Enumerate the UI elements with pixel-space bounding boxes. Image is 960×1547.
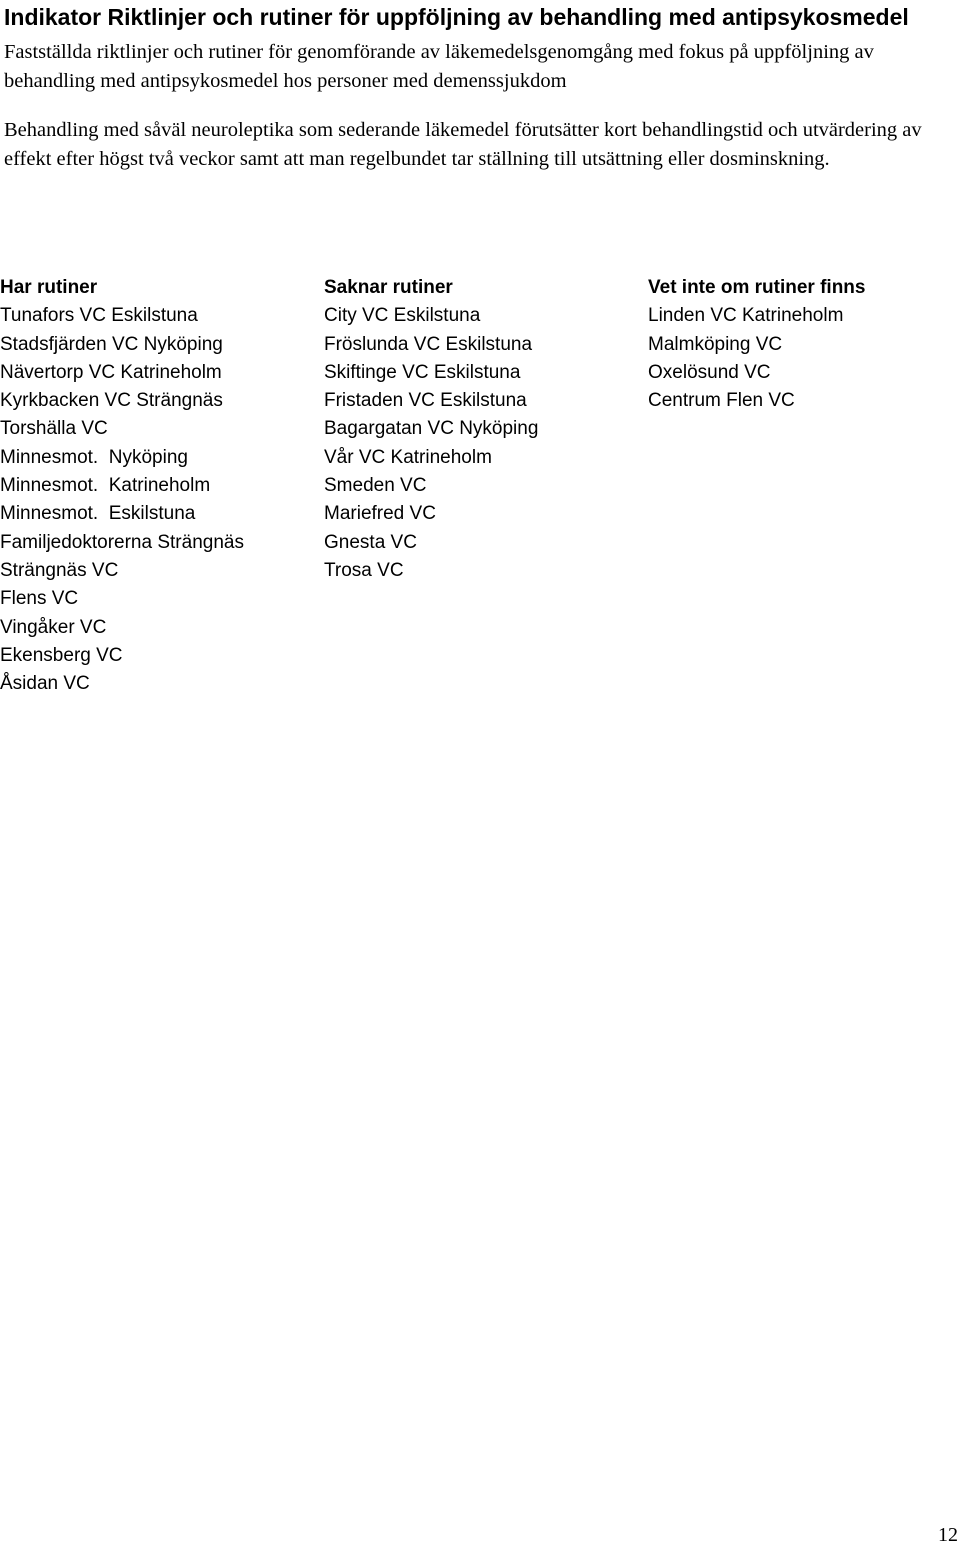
list-item: Bagargatan VC Nyköping bbox=[324, 418, 539, 440]
list-item: Malmköping VC bbox=[648, 333, 783, 355]
list-item: Åsidan VC bbox=[0, 673, 90, 695]
column-header: Saknar rutiner bbox=[324, 277, 453, 298]
column-list bbox=[648, 302, 952, 415]
list-item: Ekensberg VC bbox=[0, 644, 123, 666]
column-vet-inte bbox=[648, 274, 952, 415]
list-item: Flens VC bbox=[0, 588, 79, 610]
list-item: Strängnäs VC bbox=[0, 559, 119, 581]
column-saknar-rutiner bbox=[324, 274, 644, 585]
list-item: Mariefred VC bbox=[324, 503, 436, 525]
column-list bbox=[324, 302, 644, 585]
list-item: Gnesta VC bbox=[324, 531, 417, 553]
list-item: Linden VC Katrineholm bbox=[648, 305, 844, 327]
document-page bbox=[4, 0, 956, 174]
list-item: Nävertorp VC Katrineholm bbox=[0, 361, 222, 383]
list-item: Minnesmot. Eskilstuna bbox=[0, 503, 196, 525]
list-item: Kyrkbacken VC Strängnäs bbox=[0, 390, 223, 412]
document-heading: Indikator Riktlinjer och rutiner för uppföljning av behandling med antipsykosmedel bbox=[4, 4, 909, 30]
list-item: Trosa VC bbox=[324, 559, 404, 581]
document-subtitle: Fastställda riktlinjer och rutiner för genomförande av läkemedelsgenomgång med fokus på uppföljning av behandling med antipsykosmedel hos personer med demenssjukdom bbox=[4, 41, 874, 92]
list-item: Vingåker VC bbox=[0, 616, 107, 638]
document-paragraph: Behandling med såväl neuroleptika som sederande läkemedel förutsätter kort behandlingstid och utvärdering av effekt efter högst två veckor samt att man regelbundet tar ställning till utsättning eller dosminskning. bbox=[4, 119, 922, 170]
list-item: Tunafors VC Eskilstuna bbox=[0, 305, 198, 327]
list-item: Fröslunda VC Eskilstuna bbox=[324, 333, 533, 355]
list-item: Minnesmot. Katrineholm bbox=[0, 475, 211, 497]
list-item: City VC Eskilstuna bbox=[324, 305, 481, 327]
list-item: Minnesmot. Nyköping bbox=[0, 446, 188, 468]
list-item: Centrum Flen VC bbox=[648, 390, 795, 412]
column-header: Har rutiner bbox=[0, 277, 98, 298]
list-item: Oxelösund VC bbox=[648, 361, 771, 383]
page-number: 12 bbox=[938, 1524, 958, 1546]
list-item: Vår VC Katrineholm bbox=[324, 446, 492, 468]
list-item: Fristaden VC Eskilstuna bbox=[324, 390, 527, 412]
list-item: Stadsfjärden VC Nyköping bbox=[0, 333, 223, 355]
list-item: Skiftinge VC Eskilstuna bbox=[324, 361, 521, 383]
column-header: Vet inte om rutiner finns bbox=[648, 277, 866, 298]
column-har-rutiner bbox=[0, 274, 320, 698]
list-item: Torshälla VC bbox=[0, 418, 108, 440]
list-item: Familjedoktorerna Strängnäs bbox=[0, 531, 244, 553]
column-list bbox=[0, 302, 320, 698]
list-item: Smeden VC bbox=[324, 475, 427, 497]
